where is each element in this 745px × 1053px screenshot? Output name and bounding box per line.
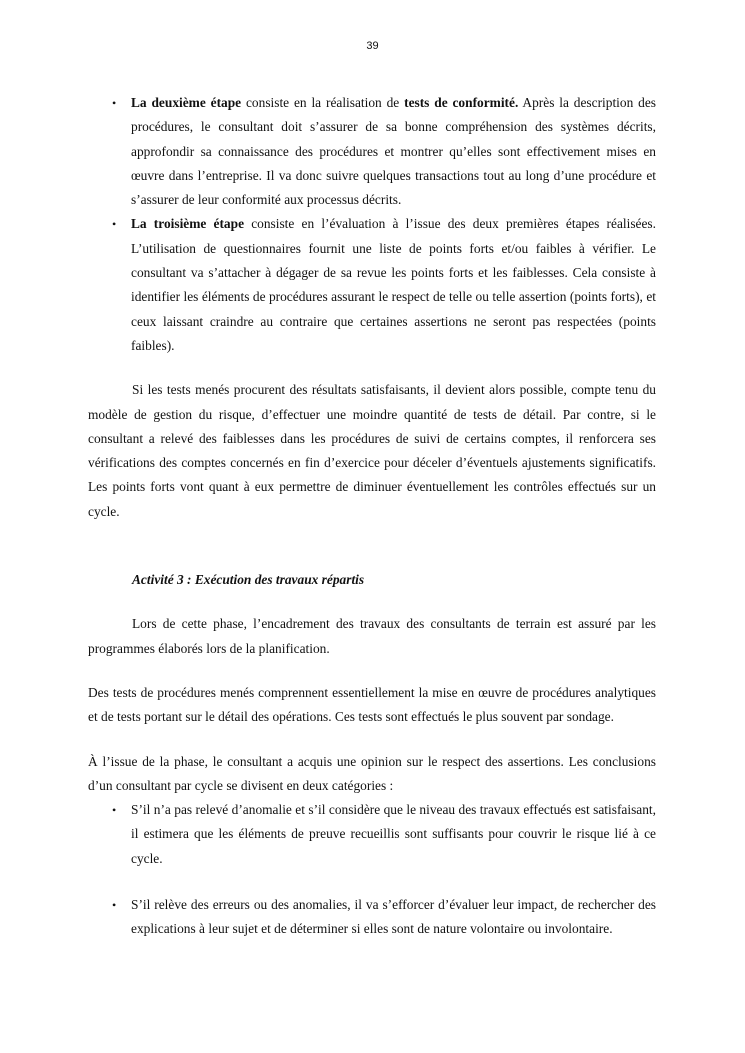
list-text: S’il relève des erreurs ou des anomalies, il va s’efforcer d’évaluer leur impact, de rechercher des explications à leur sujet et de déterminer si elles sont de nature volontaire ou involontaire. xyxy=(131,897,656,937)
list-item xyxy=(88,893,656,942)
list-text: consiste en la réalisation de xyxy=(241,95,405,110)
paragraph: Lors de cette phase, l’encadrement des travaux des consultants de terrain est assuré par les programmes élaborés lors de la planification. xyxy=(88,616,656,656)
document-body xyxy=(88,91,656,942)
bullet-icon: • xyxy=(112,96,117,110)
list-item xyxy=(88,91,656,212)
step-title: La troisième étape xyxy=(131,216,245,232)
steps-list xyxy=(88,91,656,358)
page-number: 39 xyxy=(366,40,379,52)
list-item xyxy=(88,212,656,358)
list-item xyxy=(88,798,656,871)
list-text: Après la description des procédures, le consultant doit s’assurer de sa bonne compréhension des systèmes décrits, approfondir sa connaissance des procédures et montrer qu’elles sont effectivement mises en œuvre dans l’entreprise. Il va donc suivre quelques transactions tout au long d’une procédure et s’assurer de leur conformité aux processus décrits. xyxy=(131,95,656,208)
emphasis-text: tests de conformité. xyxy=(404,95,519,110)
bullet-icon: • xyxy=(112,217,117,232)
paragraph: Si les tests menés procurent des résultats satisfaisants, il devient alors possible, compte tenu du modèle de gestion du risque, d’effectuer une moindre quantité de tests de détail. Par contre, si le consultant a relevé des faiblesses dans les procédures de suivi de certains comptes, il renforcera ses vérifications des comptes concernés en fin d’exercice pour déceler d’éventuels ajustements significatifs. Les points forts vont quant à eux permettre de diminuer éventuellement les contrôles effectués sur un cycle. xyxy=(88,382,656,519)
bullet-icon: • xyxy=(112,898,117,913)
paragraph: À l’issue de la phase, le consultant a acquis une opinion sur le respect des assertions. Les conclusions d’un consultant par cycle se divisent en deux catégories : xyxy=(88,753,656,793)
step-title: La deuxième étape xyxy=(131,95,242,110)
bullet-icon: • xyxy=(112,803,117,818)
list-text: S’il n’a pas relevé d’anomalie et s’il considère que le niveau des travaux effectués est satisfaisant, il estimera que les éléments de preuve recueillis sont suffisants pour couvrir le risque lié à ce cycle. xyxy=(131,802,656,866)
list-text: consiste en l’évaluation à l’issue des deux premières étapes réalisées. L’utilisation de questionnaires fournit une liste de points forts et/ou faibles à vérifier. Le consultant va s’attacher à dégager de sa revue les points forts et les faiblesses. Cela consiste à identifier les éléments de procédures assurant le respect de telle ou telle assertion (points forts), et ceux laissant craindre au contraire que certaines assertions ne seront pas respectées (points faibles). xyxy=(131,216,656,353)
paragraph: Des tests de procédures menés comprennent essentiellement la mise en œuvre de procédures analytiques et de tests portant sur le détail des opérations. Ces tests sont effectués le plus souvent par sondage. xyxy=(88,684,656,725)
conclusions-list xyxy=(88,798,656,941)
section-heading: Activité 3 : Exécution des travaux répartis xyxy=(132,572,365,588)
